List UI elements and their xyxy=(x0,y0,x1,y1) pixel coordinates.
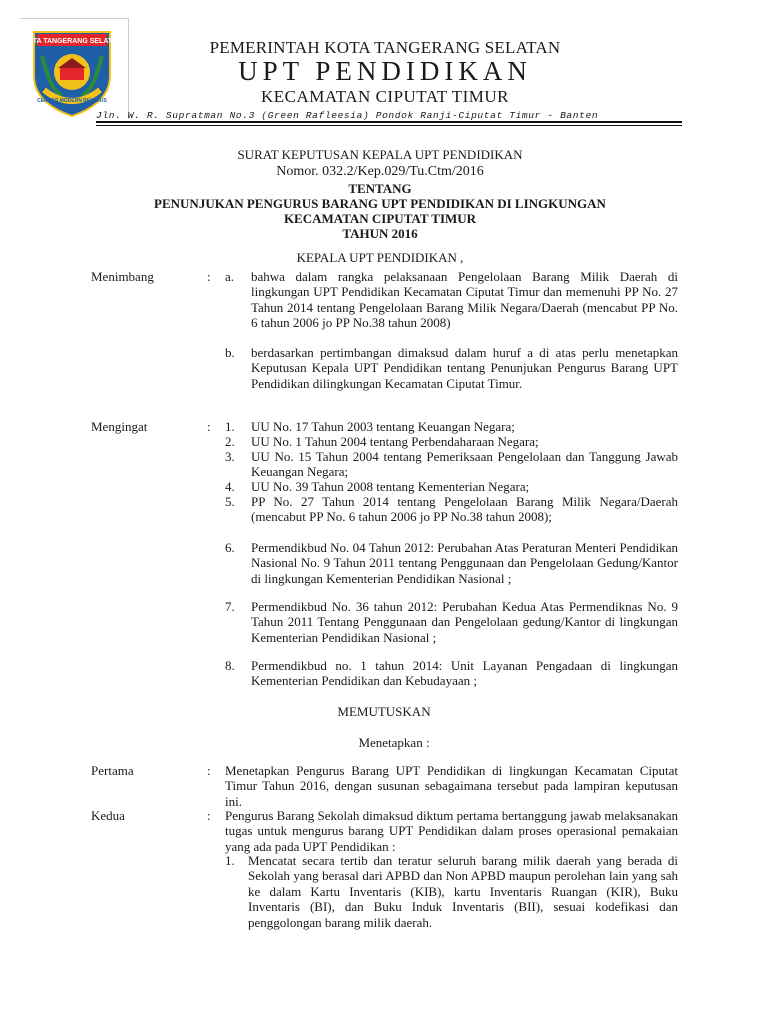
mengingat-mark-5: 5. xyxy=(225,494,235,509)
mengingat-text-1: UU No. 17 Tahun 2003 tentang Keuangan Negara; xyxy=(251,419,515,434)
menimbang-text-b: berdasarkan pertimbangan dimaksud dalam huruf a di atas perlu menetapkan Keputusan Kepala UPT Pendidikan tentang Penunjukan Pengurus Barang UPT Pendidikan dilingkungan Kecamatan Ciputat Timur. xyxy=(251,345,678,391)
header-government: PEMERINTAH KOTA TANGERANG SELATAN xyxy=(209,38,561,57)
decree-title: SURAT KEPUTUSAN KEPALA UPT PENDIDIKAN xyxy=(237,147,523,162)
mengingat-text-6: Permendikbud No. 04 Tahun 2012: Perubahan Atas Peraturan Menteri Pendidikan Nasional No. 9 Tahun 2011 tentang Penggunaan dan Pengelolaan Gedung/Kantor di lingkungan Kementerian Pendidikan Nasional ; xyxy=(251,540,678,586)
mengingat-text-4: UU No. 39 Tahun 2008 tentang Kementerian Negara; xyxy=(251,479,530,494)
mengingat-label: Mengingat xyxy=(91,419,148,434)
menimbang-text-a: bahwa dalam rangka pelaksanaan Pengelolaan Barang Milik Daerah di lingkungan UPT Pendidikan Kecamatan Ciputat Timur dan memenuhi PP No. 27 Tahun 2014 tentang Pengelolaan Barang Milik Negara/Daerah (mencabut PP No. 6 tahun 2006 jo PP No.38 tahun 2008) xyxy=(251,269,678,331)
menimbang-label: Menimbang xyxy=(91,269,154,284)
mengingat-mark-6: 6. xyxy=(225,540,235,555)
memutuskan-heading: MEMUTUSKAN xyxy=(337,704,431,719)
kedua-text: Pengurus Barang Sekolah dimaksud diktum pertama bertanggung jawab melaksanakan tugas untuk mengurus barang UPT Pendidikan dalam proses operasional pemakaian yang ada pada UPT Pendidikan : xyxy=(225,808,678,854)
header-address: Jln. W. R. Supratman No.3 (Green Rafleesia) Pondok Ranji-Ciputat Timur - Banten xyxy=(96,110,599,121)
mengingat-mark-3: 3. xyxy=(225,449,235,464)
decree-subject-line2: KECAMATAN CIPUTAT TIMUR xyxy=(283,211,477,226)
logo-motto-text: CERDAS MODERN RELIGIUS xyxy=(37,98,107,104)
header-rule-thin xyxy=(96,125,682,126)
menetapkan-heading: Menetapkan : xyxy=(358,735,430,750)
city-emblem-logo xyxy=(22,26,122,118)
header-district: KECAMATAN CIPUTAT TIMUR xyxy=(260,87,510,106)
header-rule-thick xyxy=(96,121,682,123)
mengingat-mark-7: 7. xyxy=(225,599,235,614)
decree-year: TAHUN 2016 xyxy=(342,226,418,241)
kedua-text-1: Mencatat secara tertib dan teratur seluruh barang milik daerah yang berada di Sekolah yang berasal dari APBD dan Non APBD maupun perolehan lain yang sah ke dalam Kartu Inventaris (KIB), kartu Inventaris Ruangan (KIR), Buku Inventaris (BI), dan Buku Induk Inventaris (BII), sesuai kodefikasi dan penggolongan barang milik daerah. xyxy=(248,853,678,930)
logo-banner-text: KOTA TANGERANG SELATAN xyxy=(22,38,122,45)
mengingat-mark-1: 1. xyxy=(225,419,235,434)
mengingat-mark-4: 4. xyxy=(225,479,235,494)
pertama-colon: : xyxy=(207,763,211,778)
mengingat-text-8: Permendikbud no. 1 tahun 2014: Unit Layanan Pengadaan di lingkungan Kementerian Pendidikan dan Kebudayaan ; xyxy=(251,658,678,689)
menimbang-mark-b: b. xyxy=(225,345,235,360)
decree-subject-line1: PENUNJUKAN PENGURUS BARANG UPT PENDIDIKAN DI LINGKUNGAN xyxy=(154,196,606,211)
menimbang-mark-a: a. xyxy=(225,269,235,284)
pertama-label: Pertama xyxy=(91,763,134,778)
pertama-text: Menetapkan Pengurus Barang UPT Pendidikan di lingkungan Kecamatan Ciputat Timur Tahun 2016, dengan susunan sebagaimana tersebut pada lampiran keputusan ini. xyxy=(225,763,678,809)
mengingat-text-7: Permendikbud No. 36 tahun 2012: Perubahan Kedua Atas Permendiknas No. 9 Tahun 2011 Tentang Penggunaan dan Pengelolaan gedung/Kantor di lingkungan Kementerian Pendidikan Nasional ; xyxy=(251,599,678,645)
decree-about: TENTANG xyxy=(348,181,412,196)
mengingat-text-2: UU No. 1 Tahun 2004 tentang Perbendaharaan Negara; xyxy=(251,434,539,449)
mengingat-mark-2: 2. xyxy=(225,434,235,449)
kedua-mark-1: 1. xyxy=(225,853,235,868)
decree-issuer: KEPALA UPT PENDIDIKAN , xyxy=(296,250,464,265)
header-office: UPT PENDIDIKAN xyxy=(238,56,532,86)
decree-number: Nomor. 032.2/Kep.029/Tu.Ctm/2016 xyxy=(276,164,484,179)
kedua-label: Kedua xyxy=(91,808,125,823)
menimbang-colon: : xyxy=(207,269,211,284)
kedua-colon: : xyxy=(207,808,211,823)
mengingat-mark-8: 8. xyxy=(225,658,235,673)
mengingat-text-3: UU No. 15 Tahun 2004 tentang Pemeriksaan Pengelolaan dan Tanggung Jawab Keuangan Negara; xyxy=(251,449,678,480)
mengingat-text-5: PP No. 27 Tahun 2014 tentang Pengelolaan Barang Milik Negara/Daerah (mencabut PP No. 6 tahun 2006 jo PP No.38 tahun 2008); xyxy=(251,494,678,525)
mengingat-colon: : xyxy=(207,419,211,434)
